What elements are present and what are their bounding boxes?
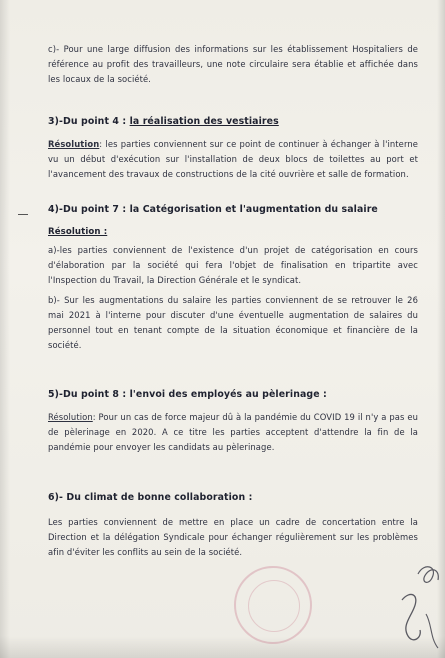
section-6-heading: 6)- Du climat de bonne collaboration : [48,492,253,503]
margin-dash-mark [18,214,28,215]
official-stamp-inner-ring [248,580,300,632]
section-5-resolution [48,410,418,455]
section-3-resolution [48,137,418,182]
section-5-resolution-label: Résolution [48,412,93,422]
section-6-text: Les parties conviennent de mettre en place un cadre de concertation entre la Direction et la délégation Syndicale pour échanger régulièrement sur les problèmes afin d'éviter les conflits au sein de la société. [48,517,418,557]
section-5-heading: 5)-Du point 8 : l'envoi des employés au pèlerinage : [48,389,327,400]
section-4-paragraph-b: b)- Sur les augmentations du salaire les parties conviennent de se retrouver le 26 mai 2021 à l'interne pour discuter d'une éventuelle augmentation de salaires du personnel tout en tenant compte de la situation économique et financière de la société. [48,295,418,350]
section-4-paragraph-a: a)-les parties conviennent de l'existence d'un projet de catégorisation en cours d'élaboration par la société qui fera l'objet de finalisation en tripartite avec l'Inspection du Travail, la Direction Générale et le syndicat. [48,245,418,285]
section-3-number: 3)-Du point 4 : [48,116,130,127]
section-4-heading: 4)-Du point 7 : la Catégorisation et l'augmentation du salaire [48,204,378,215]
paragraph-c: c)- Pour une large diffusion des informations sur les établissement Hospitaliers de référence au profit des travailleurs, une note circulaire sera établie et affichée dans les locaux de la société. [48,44,418,84]
section-3-title: la réalisation des vestiaires [129,116,279,127]
page-shadow-bottom [0,636,445,658]
handwritten-signature [380,556,445,656]
official-stamp [234,566,312,644]
page-shadow-left [0,0,10,658]
section-4-resolution-label: Résolution : [48,227,108,237]
section-3-heading [48,115,279,128]
section-3-resolution-text: : les parties conviennent sur ce point de continuer à échanger à l'interne vu un début d'exécution sur l'installation de deux blocs de toilettes au port et l'avancement des travaux de constructions de la cité ouvrière et salle de formation. [48,139,418,179]
section-3-resolution-label: Résolution [48,139,100,149]
section-5-resolution-text: : Pour un cas de force majeur dû à la pandémie du COVID 19 il n'y a pas eu de pèlerinage en 2020. A ce titre les parties acceptent d'attendre la fin de la pandémie pour envoyer les candidats au pèlerinage. [48,412,418,452]
